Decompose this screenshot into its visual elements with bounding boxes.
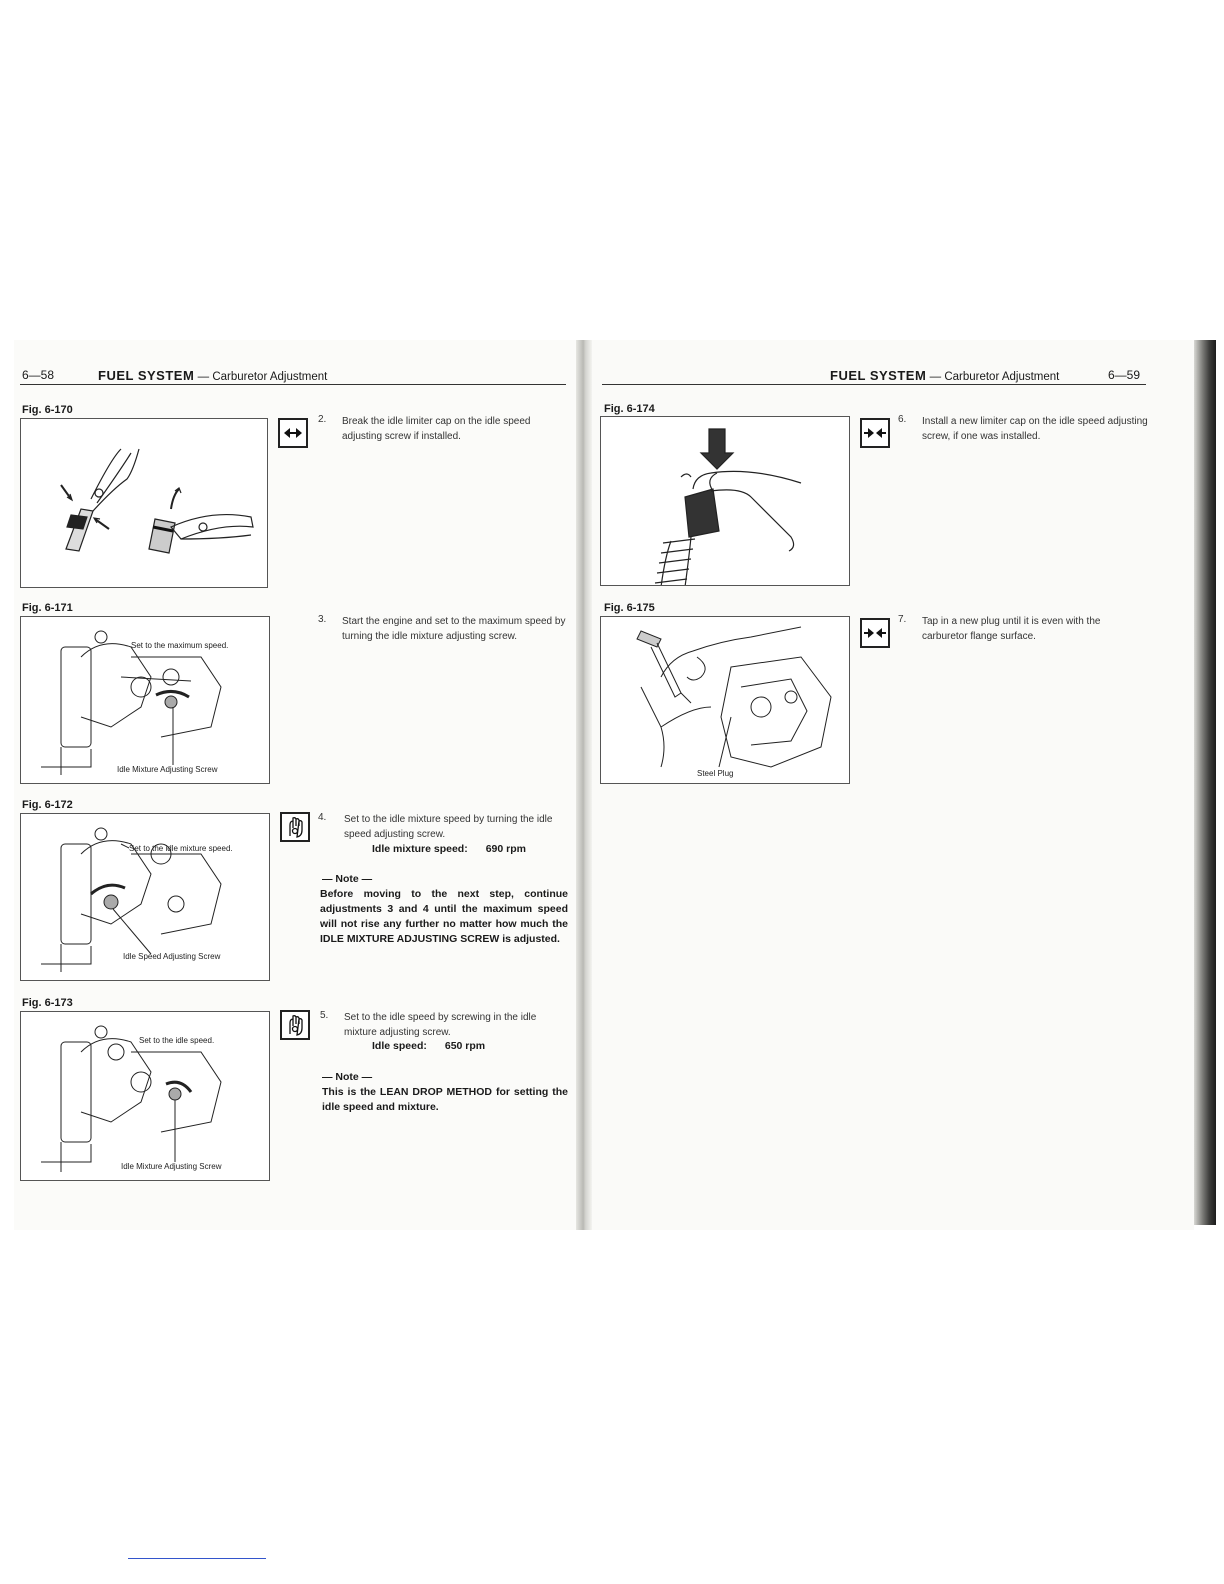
- spec-value: 650 rpm: [444, 1040, 486, 1052]
- step-number: 7.: [898, 614, 907, 625]
- figure-6-175-illustration: [600, 616, 850, 784]
- step-number: 6.: [898, 414, 907, 425]
- step-text: Set to the idle speed by screwing in the idle mixture adjusting screw.: [344, 1012, 537, 1038]
- figure-label: Fig. 6-171: [22, 602, 73, 614]
- spec-line: [372, 1040, 485, 1052]
- adjust-hand-icon: [280, 812, 310, 842]
- spec-label: Idle speed:: [372, 1040, 427, 1052]
- figure-callout: Idle Mixture Adjusting Screw: [117, 765, 218, 774]
- note-title: — Note —: [322, 873, 373, 885]
- step-number: 2.: [318, 414, 327, 425]
- remove-arrows-icon: [278, 418, 308, 448]
- figure-label: Fig. 6-174: [604, 403, 655, 415]
- right-page-number: 6—59: [1108, 368, 1141, 382]
- left-section-title: FUEL SYSTEM: [98, 368, 195, 383]
- figure-label: Fig. 6-175: [604, 602, 655, 614]
- figure-label: Fig. 6-172: [22, 799, 73, 811]
- right-section-title: FUEL SYSTEM: [830, 368, 927, 383]
- figure-6-174-illustration: [600, 416, 850, 586]
- figure-6-171-illustration: [20, 616, 270, 784]
- figure-6-173-illustration: [20, 1011, 270, 1181]
- adjust-hand-icon: [280, 1010, 310, 1040]
- install-arrows-icon: [860, 618, 890, 648]
- step-number: 5.: [320, 1010, 329, 1021]
- book-gutter: [576, 340, 592, 1230]
- right-running-header: [830, 368, 1059, 383]
- spec-label: Idle mixture speed:: [372, 843, 468, 855]
- figure-label: Fig. 6-170: [22, 404, 73, 416]
- spec-line: [372, 843, 526, 855]
- figure-label: Fig. 6-173: [22, 997, 73, 1009]
- left-running-header: [98, 368, 327, 383]
- step-number: 3.: [318, 614, 327, 625]
- install-arrows-icon: [860, 418, 890, 448]
- step-text: Break the idle limiter cap on the idle speed adjusting screw if installed.: [342, 416, 531, 442]
- step-text: Tap in a new plug until it is even with the carburetor flange surface.: [922, 616, 1101, 642]
- divider: [128, 1558, 266, 1559]
- step-text: Start the engine and set to the maximum speed by turning the idle mixture adjusting screw.: [342, 616, 566, 642]
- step-text: Install a new limiter cap on the idle speed adjusting screw, if one was installed.: [922, 416, 1148, 442]
- figure-callout: Set to the idle mixture speed.: [129, 844, 233, 853]
- figure-6-172-illustration: [20, 813, 270, 981]
- step-text: Set to the idle mixture speed by turning the idle speed adjusting screw.: [344, 814, 553, 840]
- spec-value: 690 rpm: [485, 843, 526, 855]
- left-page-number: 6—58: [22, 368, 55, 382]
- book-edge: [1194, 340, 1216, 1225]
- figure-callout: Steel Plug: [697, 769, 734, 778]
- figure-callout: Idle Mixture Adjusting Screw: [121, 1162, 222, 1171]
- right-subsection-title: — Carburetor Adjustment: [929, 371, 1060, 383]
- figure-callout: Set to the idle speed.: [139, 1036, 215, 1045]
- note-title: — Note —: [322, 1071, 373, 1083]
- figure-6-170-illustration: [20, 418, 268, 588]
- note-text: This is the LEAN DROP METHOD for setting the idle speed and mixture.: [322, 1086, 568, 1113]
- left-header-rule: [20, 384, 566, 385]
- note-text: Before moving to the next step, continue adjustments 3 and 4 until the maximum speed will not rise any further no matter how much the IDLE MIXTURE ADJUSTING SCREW is adjusted.: [320, 888, 568, 945]
- figure-callout: Set to the maximum speed.: [131, 641, 229, 650]
- right-header-rule: [602, 384, 1146, 385]
- left-subsection-title: — Carburetor Adjustment: [197, 371, 328, 383]
- figure-callout: Idle Speed Adjusting Screw: [123, 952, 221, 961]
- step-number: 4.: [318, 812, 327, 823]
